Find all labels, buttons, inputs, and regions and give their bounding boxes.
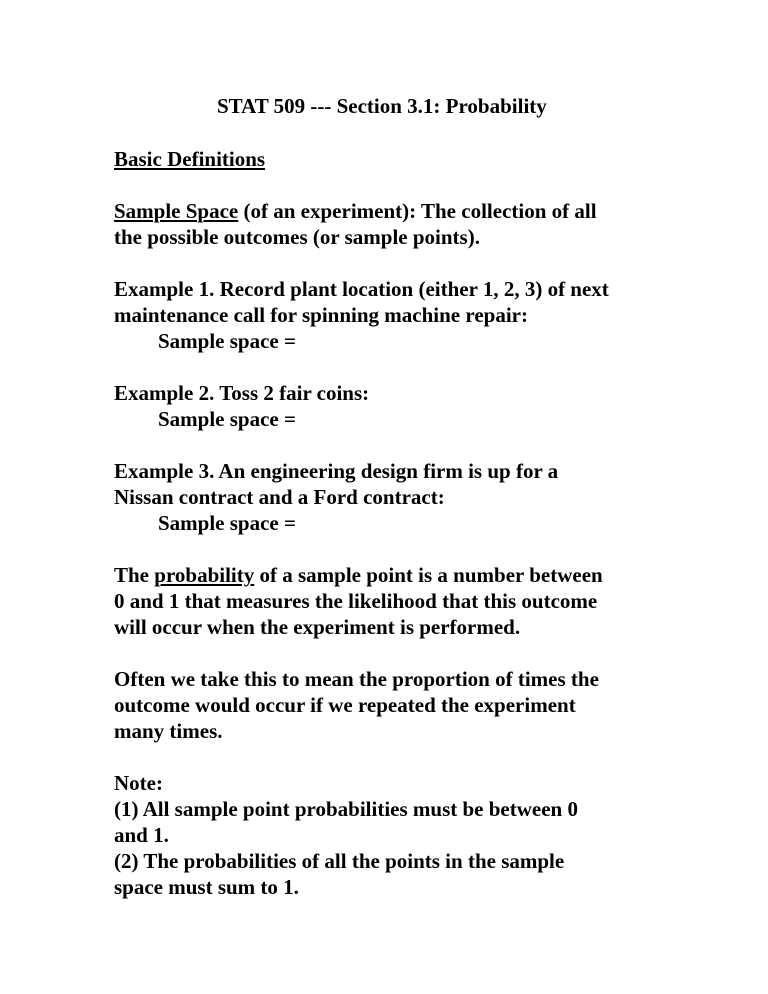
probability-definition-line-3: will occur when the experiment is performed. [114,615,521,639]
probability-term: probability [154,563,255,587]
note-item-1-line-2: and 1. [114,823,169,847]
example-1-sample-space: Sample space = [158,329,296,353]
sample-space-term: Sample Space [114,199,239,223]
interpretation-line-3: many times. [114,719,223,743]
sample-space-definition-line-2: the possible outcomes (or sample points). [114,225,480,249]
section-heading-text: Basic Definitions [114,147,266,171]
example-3-line-1: Example 3. An engineering design firm is up for a [114,459,559,483]
note-label: Note: [114,771,163,795]
example-3-line-2: Nissan contract and a Ford contract: [114,485,445,509]
note-item-2-line-1: (2) The probabilities of all the points in the sample [114,849,565,873]
note-item-2-line-2: space must sum to 1. [114,875,299,899]
probability-definition-rest: of a sample point is a number between [254,563,603,587]
example-3-sample-space: Sample space = [158,511,296,535]
interpretation-line-1: Often we take this to mean the proportion of times the [114,667,599,691]
example-1-line-1: Example 1. Record plant location (either 1, 2, 3) of next [114,277,609,301]
note-item-1-line-1: (1) All sample point probabilities must be between 0 [114,797,578,821]
probability-definition-start: The [114,563,155,587]
example-2-line-1: Example 2. Toss 2 fair coins: [114,381,370,405]
interpretation-line-2: outcome would occur if we repeated the experiment [114,693,576,717]
section-heading [114,146,265,172]
probability-definition-line-1 [114,562,603,588]
probability-definition-line-2: 0 and 1 that measures the likelihood that this outcome [114,589,598,613]
example-2-sample-space: Sample space = [158,407,296,431]
example-1-line-2: maintenance call for spinning machine repair: [114,303,528,327]
sample-space-definition-line-1 [114,198,597,224]
sample-space-definition-rest: (of an experiment): The collection of all [238,199,597,223]
page-title: STAT 509 --- Section 3.1: Probability [217,94,547,118]
